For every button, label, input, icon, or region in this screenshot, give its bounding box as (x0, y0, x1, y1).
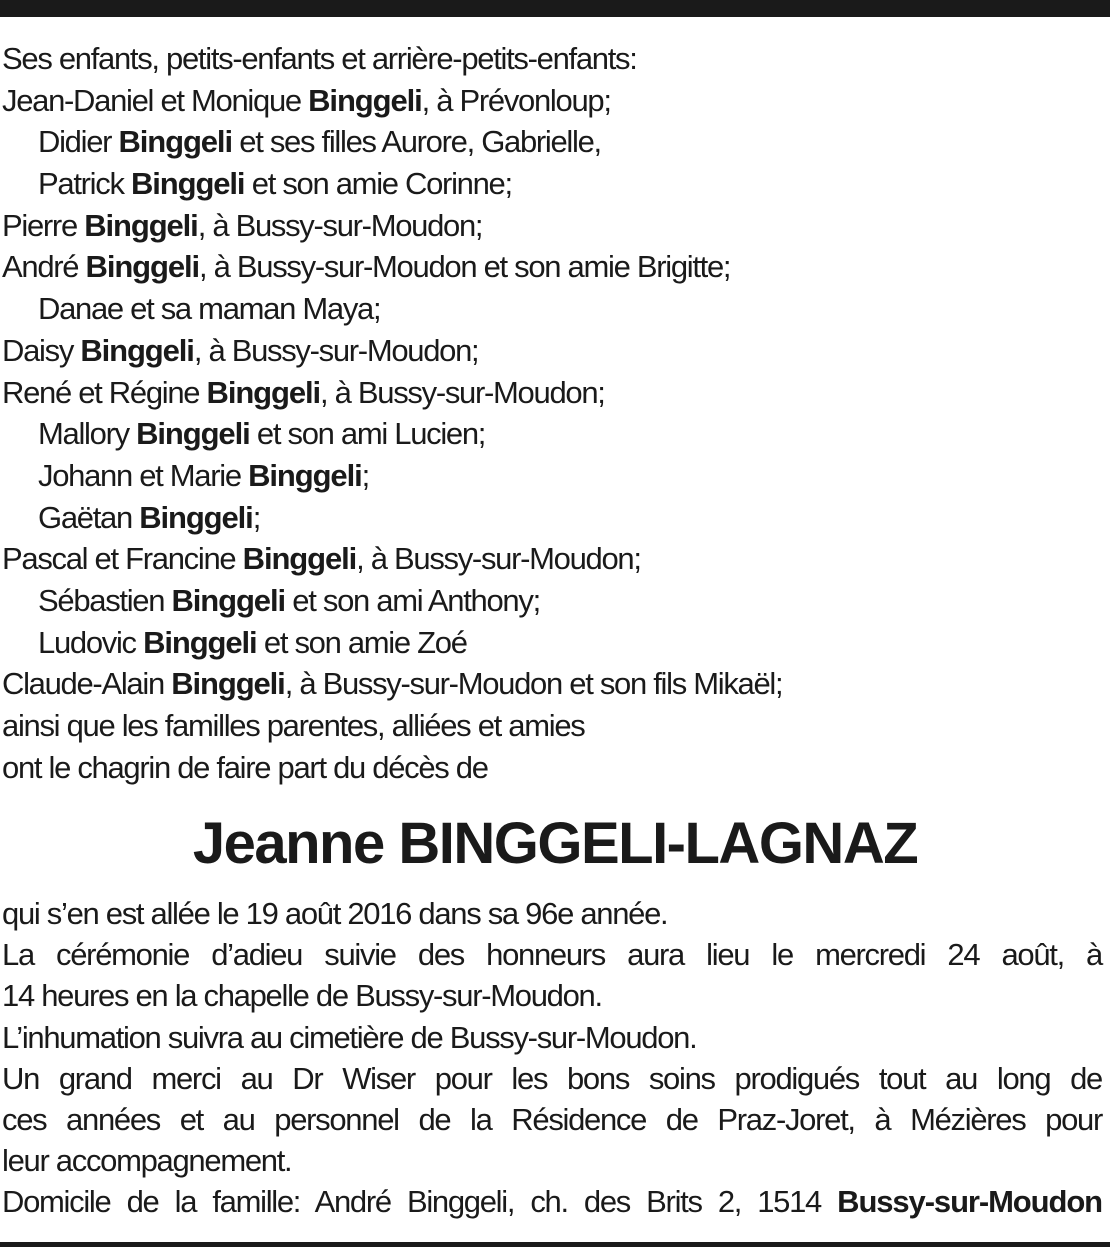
family-list (2, 38, 1107, 788)
family-line-surname: Binggeli (84, 207, 198, 243)
family-line (2, 747, 1107, 789)
family-line-text: , à Bussy-sur-Moudon; (197, 207, 483, 243)
family-line-text: et son amie Zoé (256, 624, 467, 660)
family-line-text: et ses filles Aurore, Gabrielle, (231, 124, 601, 160)
family-line-surname: Binggeli (136, 416, 250, 452)
family-line-text: , à Bussy-sur-Moudon; (193, 332, 479, 368)
family-line-text: Ludovic (38, 624, 144, 660)
closing-line (2, 1017, 1102, 1058)
family-line-surname: Binggeli (248, 457, 362, 493)
closing-line-text: 14 heures en la chapelle de Bussy-sur-Moudon. (2, 978, 602, 1014)
closing-line-text: L’inhumation suivra au cimetière de Bussy-sur-Moudon. (2, 1019, 697, 1055)
family-line (2, 372, 1107, 414)
family-line-surname: Binggeli (308, 82, 422, 118)
family-line-text: ainsi que les familles parentes, alliées et amies (2, 708, 585, 743)
family-line-surname: Binggeli (143, 624, 257, 660)
family-line-text: Didier (38, 124, 119, 160)
family-line-text: Sébastien (38, 582, 172, 618)
family-line-text: , à Bussy-sur-Moudon et son amie Brigitte; (199, 249, 731, 285)
family-line-surname: Binggeli (118, 124, 232, 160)
family-line-surname: Binggeli (171, 582, 285, 618)
family-line (2, 538, 1107, 580)
family-line (2, 246, 1107, 288)
closing-line (2, 1181, 1102, 1222)
closing-line (2, 934, 1102, 975)
family-line-text: Pierre (2, 207, 85, 243)
closing-line (2, 1099, 1102, 1140)
family-line (2, 705, 1107, 747)
family-line (2, 580, 1107, 622)
family-line-text: , à Prévonloup; (421, 82, 611, 118)
deceased-name: Jeanne BINGGELI-LAGNAZ (192, 811, 918, 876)
closing-line-text: Un grand merci au Dr Wiser pour les bons soins prodigués tout au long de (2, 1060, 1102, 1096)
family-line-text: , à Bussy-sur-Moudon; (356, 541, 641, 577)
family-line-text: ; (361, 457, 369, 493)
family-line-text: Daisy (2, 332, 81, 368)
family-line-text: Patrick (38, 166, 131, 202)
family-line-surname: Binggeli (139, 499, 253, 535)
closing-line (2, 975, 1102, 1016)
family-line-surname: Binggeli (130, 166, 245, 202)
family-line-text: René et Régine (2, 374, 207, 410)
family-line-text: , à Bussy-sur-Moudon; (320, 374, 605, 410)
family-line (2, 622, 1107, 664)
family-line (2, 38, 1107, 80)
family-line-surname: Binggeli (85, 249, 200, 285)
family-line-text: Ses enfants, petits-enfants et arrière-petits-enfants: (2, 41, 637, 76)
closing-line (2, 893, 1102, 934)
family-line-text: Jean-Daniel et Monique (2, 82, 309, 118)
family-line-text: ; (252, 499, 261, 535)
family-line (2, 80, 1107, 122)
family-line-text: Mallory (38, 416, 137, 452)
family-line-text: et son ami Lucien; (249, 416, 486, 452)
family-line-text: Gaëtan (38, 499, 140, 535)
family-line-text: Claude-Alain (2, 666, 172, 702)
family-line (2, 205, 1107, 247)
closing-text (2, 893, 1102, 1223)
family-line-surname: Binggeli (80, 332, 194, 368)
family-line (2, 330, 1107, 372)
family-line-surname: Binggeli (171, 666, 285, 702)
closing-line (2, 1058, 1102, 1099)
family-line (2, 163, 1107, 205)
top-rule (0, 0, 1110, 17)
family-line-text: Johann et Marie (38, 457, 249, 493)
closing-line-bold: Bussy-sur-Moudon (837, 1184, 1102, 1220)
family-line (2, 288, 1107, 330)
family-line-text: Pascal et Francine (2, 541, 243, 577)
closing-line-text: qui s’en est allée le 19 août 2016 dans sa 96e année. (2, 896, 668, 931)
family-line (2, 497, 1107, 539)
closing-line (2, 1140, 1102, 1181)
family-line-text: et son ami Anthony; (284, 582, 540, 618)
closing-line-text: Domicile de la famille: André Binggeli, ch. des Brits 2, 1514 (2, 1184, 838, 1220)
family-line (2, 663, 1107, 705)
closing-line-text: ces années et au personnel de la Résidence de Praz-Joret, à Mézières pour (2, 1101, 1102, 1137)
bottom-rule (0, 1242, 1110, 1247)
family-line-surname: Binggeli (242, 541, 357, 577)
closing-line-text: leur accompagnement. (2, 1143, 292, 1179)
family-line-text: et son amie Corinne; (244, 166, 512, 202)
family-line (2, 413, 1107, 455)
family-line-text: , à Bussy-sur-Moudon et son fils Mikaël; (284, 666, 783, 702)
family-line-surname: Binggeli (206, 374, 321, 410)
closing-line-text: La cérémonie d’adieu suivie des honneurs aura lieu le mercredi 24 août, à (2, 937, 1102, 973)
family-line (2, 455, 1107, 497)
family-line (2, 121, 1107, 163)
family-line-text: Danae et sa maman Maya; (38, 291, 381, 327)
family-line-text: ont le chagrin de faire part du décès de (2, 749, 488, 785)
family-line-text: André (2, 249, 86, 285)
